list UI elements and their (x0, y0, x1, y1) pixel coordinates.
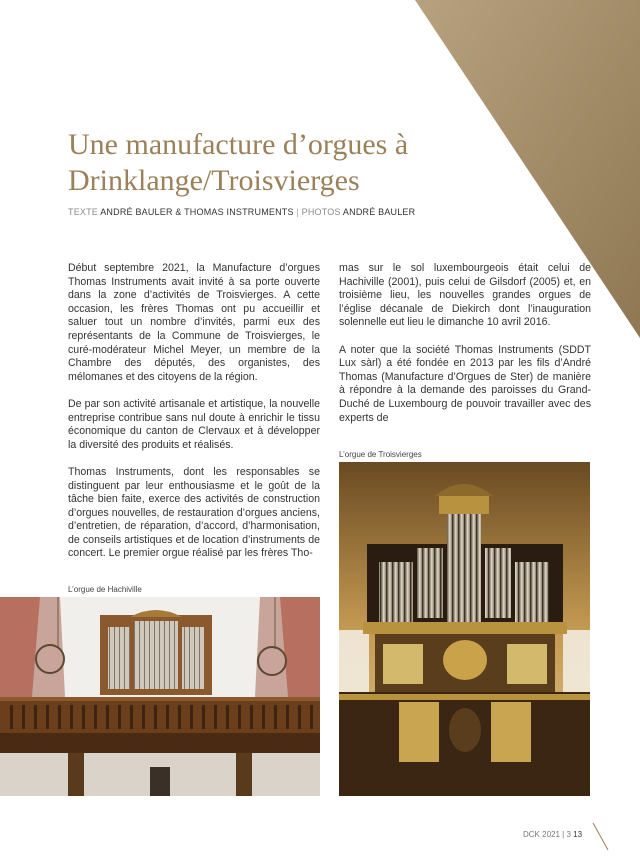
page-number: 13 (573, 830, 583, 839)
paragraph: Début septembre 2021, la Manufacture d’orgues Thomas Instruments avait invité à sa porte ouverte dans la zone d’activités de Troisvierges. A cette occasion, les frères Thomas ont pu accueillir et saluer tout un nombre d’invités, parmi eux des représentants de la Commune de Troisvierges, le curé-modérateur Michel Meyer, un membre de la Chambre des députés, des organistes, des mélomanes et des citoyens de la région. (68, 262, 320, 383)
page-footer (523, 830, 582, 839)
footer-magazine: DCK 2021 (523, 830, 560, 839)
credit-separator: | (296, 207, 299, 217)
footer-section: 3 (566, 830, 571, 839)
footer-slash-mark (592, 822, 612, 852)
article-title (68, 127, 408, 199)
paragraph: De par son activité artisanale et artistique, la nouvelle entreprise contribue sans nul doute à enrichir le tissu économique du canton de Clervaux et à développer la diversité des produits et réalisés. (68, 397, 320, 451)
footer-separator: | (562, 830, 565, 839)
credit-text-label: TEXTE (68, 207, 99, 217)
title-line-2: Drinklange/Troisvierges (68, 164, 360, 197)
credit-photo-label: PHOTOS (301, 207, 341, 217)
text-column-left (68, 262, 320, 575)
paragraph: mas sur le sol luxembourgeois était celui de Hachiville (2001), puis celui de Gilsdorf (2005) et, en troisième lieu, les nouvelles grandes orgues de l’église décanale de Diekirch dont l’inauguration solennelle eut lieu le dimanche 10 avril 2016. (339, 262, 591, 329)
caption-hachiville: L’orgue de Hachiville (68, 585, 142, 594)
article-credits (68, 207, 415, 217)
text-column-right (339, 262, 591, 439)
caption-troisvierges: L’orgue de Troisvierges (339, 450, 422, 459)
credit-photo-author: ANDRÉ BAULER (342, 207, 416, 217)
photo-troisvierges-organ (339, 462, 590, 796)
photo-hachiville-organ (0, 597, 320, 796)
paragraph: A noter que la société Thomas Instruments (SDDT Lux sàrl) a été fondée en 2013 par les fils d’André Thomas (Manufacture d’Orgues de Ster) de manière à répondre à la demande des paroisses du Grand-Duché de Luxembourg de pouvoir travailler avec des experts de (339, 343, 591, 424)
title-line-1: Une manufacture d’orgues à (68, 128, 409, 161)
paragraph: Thomas Instruments, dont les responsables se distinguent par leur enthousiasme et le goût de la tâche bien faite, exerce des activités de construction d’orgues nouvelles, de restauration d’orgues anciens, d’entretien, de réparation, d’accord, d’harmonisation, de conseils artistiques et de location d’instruments de concert. Le premier orgue réalisé par les frères Tho- (68, 465, 320, 560)
credit-text-authors: ANDRÉ BAULER & THOMAS INSTRUMENTS (100, 207, 294, 217)
